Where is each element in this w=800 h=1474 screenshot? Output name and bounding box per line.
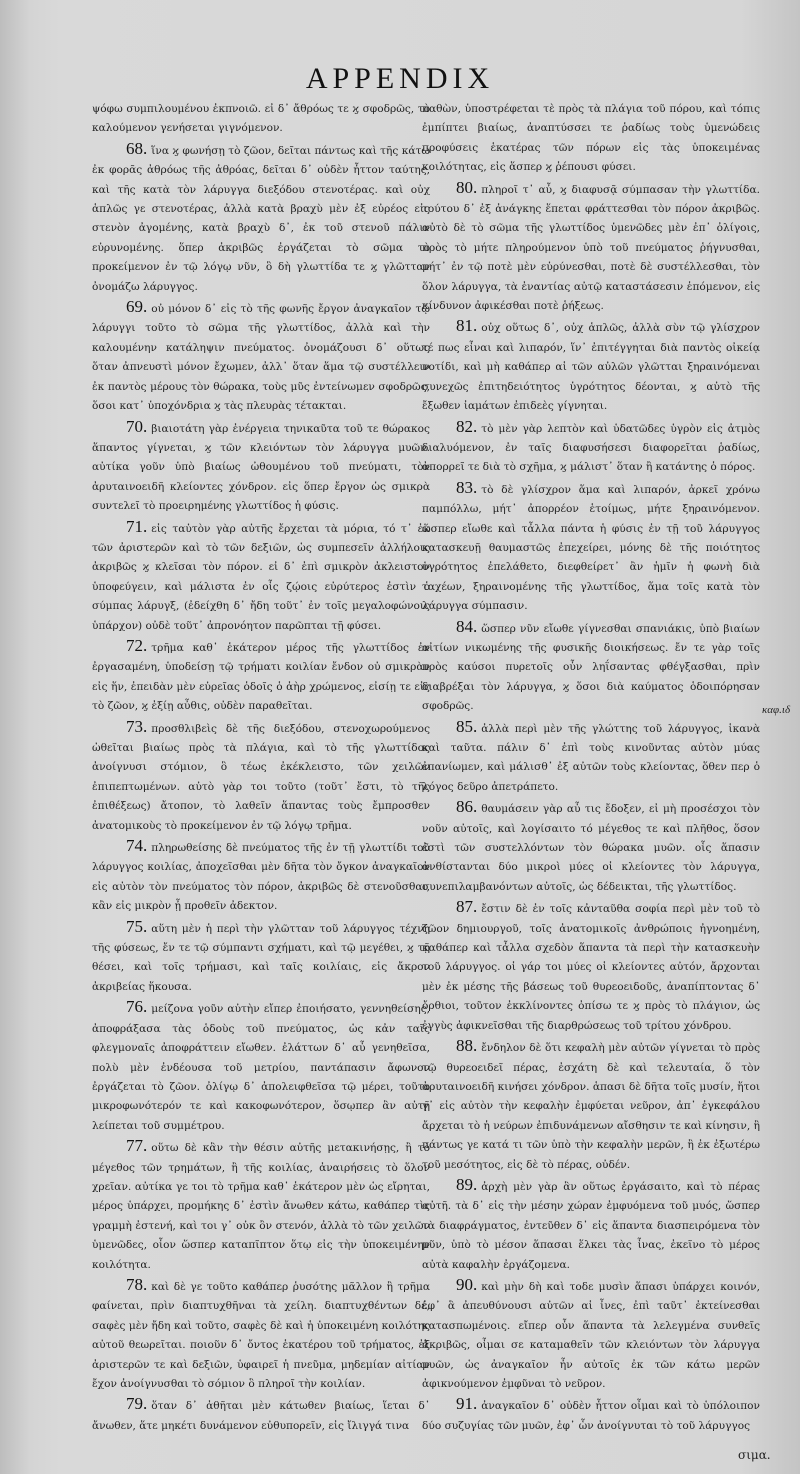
- paragraph-number: 77.: [126, 1136, 148, 1156]
- paragraph: [422, 1394, 760, 1436]
- paragraph: [422, 717, 760, 798]
- paragraph: [92, 139, 430, 297]
- paragraph: [422, 100, 760, 178]
- paragraph-number: 83.: [456, 477, 478, 497]
- paragraph: [92, 917, 430, 998]
- paragraph-text: ἀρχὴ μὲν γὰρ ἂν οὕτως ἐργάσαιτο, καὶ τὸ πέρας αὐτῆ. τὰ δ᾽ εἰς τὴν μέσην χώραν ἐμφυόμενα τοῦ μυός, ὥσπερ τὰ διαφράγματος, ἐντεῦθεν δ᾽ εἰς ἅπαντα διασπειρόμενα τὸν μῦν, ὑπὸ τὸ μέσον ἅπασαι ἕλκει τὰς ἶνας, ἐκεῖνο τὸ μέρος αὐτὰ καφαλὴν ἐργάζομενα.: [422, 1180, 760, 1271]
- running-header: APPENDIX: [305, 62, 495, 95]
- paragraph-text: μείζονα γοῦν αὐτὴν εἴπερ ἐποιήσατο, γεννηθείσης, ἀποφράξασα τὰς ὁδοὺς τοῦ πνεύματος, ὡς κἀν ταῖς φλεγμοναῖς ἀποφράττειν εἴωθεν. ἐλάττων δ᾽ αὖ γενηθεῖσα, πολὺ μὲν ἐνδέουσα τοῦ μετρίου, παντάπασιν ἄφωνον ἐργάζεται τὸ ζῶον. ὀλίγῳ δ᾽ ἀπολειφθεῖσα τῷ μέρει, τοῦτο μικροφωνότερόν τε καὶ κακοφωνότερον, ὅσῳπερ ἂν αὐτῇ λείπεται τοῦ συμμέτρου.: [92, 1003, 430, 1132]
- paragraph: [422, 1175, 760, 1275]
- catchword: σιμα.: [738, 1448, 771, 1462]
- paragraph-text: πληροῖ τ᾽ αὖ, ϗ διαφυσᾷ σύμπασαν τὴν γλωττίδα. τούτου δ᾽ ἐξ ἀνάγκης ἕπεται φράττεσθαι τὸν πόρον ἀκριβῶς. αὐτὸ δὲ τὸ σῶμα τῆς γλωττίδος ὑμενῶδες μὲν ἐπ᾽ ὀλίγοις, πρὸς τὸ μήτε πληρούμενον ὑπὸ τοῦ πνεύματος ῥήγνυσθαι, μήτ᾽ ἐν τῷ ποτὲ μὲν εὐρύνεσθαι, ποτὲ δὲ συστέλλεσθαι, τὸν ὅλον λάρυγγα, τὰ ἐναντίας αὐτῷ καταστάσεσιν ἑπόμενον, εἰς κίνδυνον ἀφικέσθαι ποτὲ ῥήξεως.: [422, 183, 760, 313]
- paragraph: [92, 1394, 430, 1436]
- paragraph: [92, 100, 430, 139]
- paragraph-text: αὕτη μὲν ἡ περὶ τὴν γλῶτταν τοῦ λάρυγγος τέχνη τῆς φύσεως, ἔν τε τῷ σύμπαντι σχήματι, καὶ τῷ μεγέθει, ϗ τῇ θέσει, καὶ τοῖς τρήμασι, καὶ ταῖς κοιλίαις, εἰς ἄκρον ἀκριβείας ἥκουσα.: [92, 922, 430, 993]
- paragraph-text: ἀναγκαῖον δ᾽ οὐδὲν ἧττον οἶμαι καὶ τὸ ὑπόλοιπον δύο συζυγίας τῶν μυῶν, ἐφ᾽ ὧν ἀνοίγνυται τὸ τοῦ λάρυγγος: [422, 1400, 760, 1432]
- paragraph-text: καὶ μὴν δὴ καὶ τοδε μυσὶν ἅπασι ὑπάρχει κοινόν, ἐφ᾽ ἃ ἀπευθύνουσι αὐτῶν αἱ ἶνες, ἐπὶ ταῦτ᾽ ἐκτείνεσθαι κατασπωμένοις. εἴπερ οὖν ἅπαντα τὰ λελεγμένα συνθεῖς ἀκριβῶς, οἶμαι σε καταμαθεῖν τῶν κλειόντων τὸν λάρυγγα μυῶν, ὡς ἀναγκαῖον ἦν αὐτοῖς ἐκ τῶν κάτω μερῶν ἀφικνούμενον ἐμφῦναι τὸ νεῦρον.: [422, 1280, 760, 1390]
- paragraph-number: 86.: [456, 797, 478, 817]
- paragraph-text: τρῆμα καθ᾽ ἑκάτερον μέρος τῆς γλωττίδος ἐν ἐργασαμένη, ὑποδείσῃ τῷ τρήματι κοιλίαν ἔνδον οὐ σμικρὰν εἰς ἥν, ἐπειδὰν μὲν εὐρεῖας ὁδοῖς ὁ ἀὴρ χρώμενος, εἰσίῃ τε εἰς τὸ ζῶον, ϗ ἐξίῃ αὖθις, οὐδὲν παραθεῖται.: [92, 641, 430, 713]
- paragraph-text: παθὼν, ὑποστρέφεται τὲ πρὸς τὰ πλάγια τοῦ πόρου, καὶ τόπις ἐμπίπτει βιαίως, ἀναπτύσσει τε ῥαδίως τοὺς ὑμενώδεις προφύσεις ἑκατέρας τῶν πόρων εἰς τὰς ὑποκειμένας κοιλότητας, εἰς ἅσπερ ϗ ῥέπουσι φύσει.: [422, 103, 760, 174]
- paragraph: [422, 1275, 760, 1394]
- paragraph: [422, 617, 760, 717]
- paragraph-number: 90.: [456, 1274, 478, 1294]
- paragraph-text: ἔστιν δὲ ἐν τοῖς κἀνταῦθα σοφία περὶ μὲν τοῦ τὸ ζῶον δημιουργοῦ, τοῖς ἀνατομικοῖς ἀνθρώποις ἠγνοημένη, καθάπερ καὶ τἆλλα σχεδὸν ἅπαντα τὰ περὶ τὴν κατασκευὴν τοῦ λάρυγγος. οἱ γάρ τοι μύες οἱ κλείοντες αὐτόν, ἄρχονται μὲν ἐκ μέσης τῆς βάσεως τοῦ θυρεοειδοῦς, ἀναπίπτοντας δ᾽ ὄρθιοι, τοῦτον ἐκκλίνοντες ὀπίσω τε ϗ πρὸς τὸ πλάγιον, ὡς ἐγγὺς ἀφικνεῖσθαι τῆς διαρθρώσεως τοῦ τρίτου χόνδρου.: [422, 903, 760, 1032]
- paragraph-number: 80.: [456, 177, 478, 197]
- paragraph-number: 91.: [456, 1394, 478, 1414]
- paragraph-number: 76.: [126, 997, 148, 1017]
- paragraph: [92, 417, 430, 517]
- left-column: [92, 100, 430, 1436]
- paragraph: [92, 297, 430, 416]
- paragraph-number: 69.: [126, 297, 148, 317]
- paragraph-number: 73.: [126, 716, 148, 736]
- paragraph: [92, 997, 430, 1136]
- paragraph-number: 79.: [126, 1394, 148, 1414]
- paragraph-text: βιαιοτάτη γὰρ ἐνέργεια τηνικαῦτα τοῦ τε θώρακος ἅπαντος γίγνεται, ϗ τῶν κλειόντων τὸν λάρυγγα μυῶν. αὐτίκα γοῦν ὑπὸ βιαίως ὠθουμένου τοῦ πνεύματι, τὸν ἀρυταινοειδῆ κλείοντες χόνδρον. εἰς ὅπερ ἔργον ὡς σμικρὰ συντελεῖ τὸ προειρημένης γλωττίδος ἡ φύσις.: [92, 422, 430, 513]
- paragraph-number: 70.: [126, 416, 148, 436]
- paragraph: [92, 636, 430, 717]
- paragraph: [422, 417, 760, 478]
- paragraph-text: τὸ δὲ γλίσχρον ἅμα καὶ λιπαρόν, ἀρκεῖ χρόνω παμπόλλω, μήτ᾽ ἀπορρέον ἑτοίμως, μήτε ξηραινόμενον. ὥσπερ εἴωθε καὶ τἆλλα πάντα ἡ φύσις ἐν τῇ τοῦ λάρυγγος κατασκευῇ θαυμαστῶς ἐπεχείρει, μόνης δὲ τῆς ποιότητος ὑγρότητος ἐπελάθετο, διεφθείρετ᾽ ἂν ἡμῖν ἡ φωνὴ διὰ ταχέων, ξηραινομένης τῆς γλωττίδος, ἅμα τοῖς κατὰ τὸν λάρυγγα σύμπασιν.: [422, 483, 760, 613]
- paragraph: [92, 836, 430, 917]
- paragraph: [422, 897, 760, 1036]
- paragraph-text: πληρωθείσης δὲ πνεύματος τῆς ἐν τῇ γλωττίδι τοῦ λάρυγγος κοιλίας, ἀποχεῖσθαι μὲν δῆτα τὸν ὄγκον ἀναγκαῖον εἰς αὐτὸν τὸν πνεύματος τὸν πόρον, ἀκριβῶς δὲ στενοῦσθαι, κἂν εἰς μικρὸν ᾖ προθεῖν ἀδεκτον.: [92, 842, 430, 913]
- paragraph-number: 84.: [456, 616, 478, 636]
- paragraph-text: καὶ δὲ γε τοῦτο καθάπερ ῥυσότης μᾶλλον ἢ τρῆμα φαίνεται, πρὶν διαπτυχθῆναι τὰ χείλη. διαπτυχθέντων δέ, σαφὲς μὲν ἤδη καὶ τοῦτο, σαφὲς δὲ καὶ ἡ ὑποκειμένη κοιλότης αὐτοῦ θεωρεῖται. ποιοῦν δ᾽ ὄντος ἑκατέρου τοῦ τρήματος, ἐξ ἀριστερῶν τε καὶ δεξιῶν, ὑφαιρεῖ ἡ πνεῦμα, μηδεμίαν αἰτίαν ἔχον ἀνοίγνυσθαι τὸ σόμιον ὃ πληροῖ τὴν κοιλίαν.: [92, 1280, 430, 1390]
- paragraph-number: 89.: [456, 1174, 478, 1194]
- paragraph-number: 68.: [126, 138, 148, 158]
- paragraph-text: ὥσπερ νῦν εἴωθε γίγνεσθαι σπανιάκις, ὑπὸ βιαίων αἰτίων νικωμένης τῆς φυσικῆς διοικήσεως. ἔν τε γὰρ τοῖς πρὸς καύσοι πυρετοῖς οὖν ληΐσαντας φθέγξασθαι, πρὶν διαβρέξαι τὸν λάρυγγα, ϗ ὅσοι διὰ καύματος ὁδοιπόρησαν σφοδρῶς.: [422, 622, 760, 713]
- paragraph: [422, 1036, 760, 1175]
- paragraph-text: ψόφω συμπιλουμένου ἐκπνοιῶ. εἰ δ᾽ ἄθρόως τε ϗ σφοδρῶς, τὸ καλούμενον γενήσεται γιγνόμενον.: [92, 103, 430, 135]
- paragraph-text: οὐ μόνον δ᾽ εἰς τὸ τῆς φωνῆς ἔργον ἀναγκαῖον τῷ λάρυγγι τοῦτο τὸ σῶμα τῆς γλωττίδος, ἀλλὰ καὶ τὴν καλουμένην κατάληψιν πνεύματος. ὀνομάζουσι δ᾽ οὕτως ὅταν ἀπνευστὶ μόνον ἔχωμεν, ἀλλ᾽ ὅταν ἅμα τῷ συστέλλειν ἐκ παντὸς μέρους τὸν θώρακα, τοὺς μῦς ἐντείνωμεν σφοδρῶς, ὅσοι κατ᾽ ὑποχόνδρια ϗ τὰς πλευρὰς τέτακται.: [92, 303, 430, 413]
- paragraph-number: 88.: [456, 1036, 478, 1056]
- paragraph-text: ἵνα ϗ φωνήσῃ τὸ ζῶον, δεῖται πάντως καὶ τῆς κάτω ἐκ φορᾶς ἀθρόως τῆς ἀθρόας, δεῖται δ᾽ οὐδὲν ἧττον ταύτης, καὶ τῆς κατὰ τὸν λάρυγγα διεξόδου στενοτέρας. καὶ οὐχ ἁπλῶς γε στενοτέρας, ἀλλὰ κατὰ βραχὺ μὲν ἐξ εὐρέος εἰς στενὸν ἀγομένης, κατὰ βραχὺ δ᾽, ἐκ τοῦ στενοῦ πάλιν εὐρυνομένης. ὅπερ ἀκριβῶς ἐργάζεται τὸ σῶμα τὸ προκείμενον ἐν τῷ λόγῳ νῦν, ὃ δὴ γλωττίδα τε ϗ γλῶτταν ὀνομάζω λάρυγγος.: [92, 144, 430, 293]
- paragraph-number: 82.: [456, 416, 478, 436]
- paragraph-text: ἀλλὰ περὶ μὲν τῆς γλώττης τοῦ λάρυγγος, ἱκανὰ καὶ ταῦτα. πάλιν δ᾽ ἐπὶ τοὺς κινοῦντας αὐτὸν μύας ἐπανίωμεν, καὶ μάλισθ᾽ ἐξ αὐτῶν τοὺς κλείοντας, ὅθεν περ ὁ λόγος δεῦρο ἀπετράπετο.: [422, 722, 760, 793]
- paragraph-number: 85.: [456, 716, 478, 736]
- paragraph-text: ἔνδηλον δὲ ὅτι κεφαλὴ μὲν αὐτῶν γίγνεται τὸ πρὸς τῷ θυρεοειδεῖ πέρας, ἐσχάτη δὲ καὶ τελευταία, ὅ τὸν ἀρυταινοειδῆ κινήσει χόνδρον. ἁπασι δὲ δῆτα τοῖς μυσίν, ἥτοι γ᾽ εἰς αὐτὸν τὴν κεφαλὴν ἐμφύεται νεῦρον, ἀπ᾽ ἐγκεφάλου ἄρχεται τὸ ἡ νεύρων ἐπιδυνάμενων αἴσθησιν τε καὶ κίνησιν, ἢ πάντως γε κατά τι τῶν ὑπὸ τὴν κεφαλὴν μερῶν, ἢ ἐκ ἐξωτέρω τοῦ μεσότητος, εἰς δὲ τὸ πέρας, οὐδέν.: [422, 1042, 760, 1171]
- paragraph-text: θαυμάσειν γὰρ αὖ τις ἔδοξεν, εἰ μὴ προσέσχοι τὸν νοῦν αὐτοῖς, καὶ λογίσαιτο τό μέγεθος τε καὶ πλῆθος, ὅσον ἐστὶ τῶν συστελλόντων τὸν θώρακα μυῶν. οἷς ἅπασιν ἀνθίστανται δύο μικροὶ μύες οἱ κλείοντες τὸν λάρυγγα, συνεπιλαμβανόντων αὐτοῖς, ὡς δέδεικται, τῆς γλωττίδος.: [422, 803, 760, 893]
- paragraph-text: τὸ μὲν γὰρ λεπτὸν καὶ ὑδατῶδες ὑγρὸν εἰς ἀτμὸς διαλυόμενον, ἐν ταῖς διαφυσήσεσι διαφορεῖται ῥαδίως, ἀπορρεῖ τε διὰ τὸ σχῆμα, ϗ μάλιστ᾽ ὅταν ἢ κατάντης ὁ πόρος.: [422, 422, 760, 474]
- paragraph: [92, 717, 430, 836]
- paragraph-number: 81.: [456, 316, 478, 336]
- paragraph-text: προσθλιβεὶς δὲ τῆς διεξόδου, στενοχωρούμενος ὠθεῖται βιαίως πρὸς τὰ πλάγια, καὶ τὸ τῆς γλωττίδος ἀνοίγνυσι στόμιον, ὃ τέως ἐκέκλειστο, τῶν χειλῶν ἐπιπεπτωμένων. αὐτὸ γὰρ τοι τοῦτο (τοῦτ᾽ ἔστι, τὸ τῆς ἐπιθέξεως) ἄτοπον, τὸ λαθεῖν ἅπαντας τοὺς ἔμπροσθεν ἀνατομικοὺς τὸ προκείμενον ἐν τῷ λόγῳ τρῆμα.: [92, 722, 430, 832]
- paragraph-text: οὐχ οὕτως δ᾽, οὐχ ἁπλῶς, ἀλλὰ σὺν τῷ γλίσχρον τέ πως εἶναι καὶ λιπαρόν, ἵν᾽ ἐπιτέγγηται διὰ παντὸς οἰκείᾳ νοτίδι, καὶ μὴ καθάπερ αἱ τῶν αὐλῶν γλῶτται ξηραινόμεναι συνεχῶς ἐπιτηδειότητος ὑγρότητος δέονται, ϗ αὐτὸ τῆς ἔξωθεν ἰαμάτων ἐπιδεὲς γίγνηται.: [422, 322, 760, 413]
- paragraph-number: 71.: [126, 516, 148, 536]
- right-column: [422, 100, 760, 1436]
- paragraph: [92, 1136, 430, 1275]
- paragraph-text: οὕτω δὲ κἂν τὴν θέσιν αὐτῆς μετακινήσῃς, ἢ τὸ μέγεθος τῶν τρημάτων, ἢ τῆς κοιλίας, ἀναιρήσεις τὸ ὅλον χρεῖαν. αὐτίκα γε τοι τὸ τρῆμα καθ᾽ ἑκάτερον μὲν ὡς εἴρηται, μέρος ὑπάρχει, προμήκης δ᾽ ἐστὶν ἄνωθεν κάτω, καθάπερ τὶς γραμμὴ ἐστενή, καὶ τοι γ᾽ οὐκ ὂν στενόν, ἀλλὰ τὸ τῶν χειλῶν ὑμενῶδες, οἷον ὥσπερ καταπῖπτον ὅτῳ εἰς τὴν ὑποκειμένην κοιλότητα.: [92, 1142, 430, 1271]
- paragraph-number: 75.: [126, 916, 148, 936]
- paragraph: [422, 478, 760, 617]
- paragraph-number: 87.: [456, 897, 478, 917]
- paragraph-text: εἰς ταὐτὸν γὰρ αὐτῆς ἔρχεται τὰ μόρια, τό τ᾽ ἐκ τῶν ἀριστερῶν καὶ τὸ τῶν δεξιῶν, ὡς συμπεσεῖν ἀλλήλοις ἀκριβῶς ϗ κλεῖσαι τὸν πόρον. εἰ δ᾽ ἐπὶ σμικρὸν ἀκλειστον ὑποφεύγειν, καὶ μάλιστα ἐν οἷς ζῴοις εὐρύτερος ἐστὶν ὁ σύμπας λάρυγξ, (ἐδείχθη δ᾽ ἤδη τοῦτ᾽ ἐν τοῖς μεγαλοφώνοις ὑπάρχον) οὐδὲ τοῦτ᾽ ἀπρονόητον παρῶπται τῇ φύσει.: [92, 522, 430, 632]
- paragraph-text: ὅταν δ᾽ ἀθῆται μὲν κάτωθεν βιαίως, ἵεται δ᾽ ἄνωθεν, ἅτε μηκέτι δυνάμενον εὐθυπορεῖν, εἰς ἴλιγγά τινα: [92, 1400, 430, 1432]
- paragraph: [92, 517, 430, 636]
- paragraph-number: 74.: [126, 836, 148, 856]
- paragraph: [92, 1275, 430, 1394]
- paragraph: [422, 178, 760, 317]
- paragraph-number: 72.: [126, 635, 148, 655]
- paragraph-number: 78.: [126, 1274, 148, 1294]
- margin-note: καφ.ιδ: [762, 704, 791, 716]
- paragraph: [422, 316, 760, 416]
- paragraph: [422, 797, 760, 897]
